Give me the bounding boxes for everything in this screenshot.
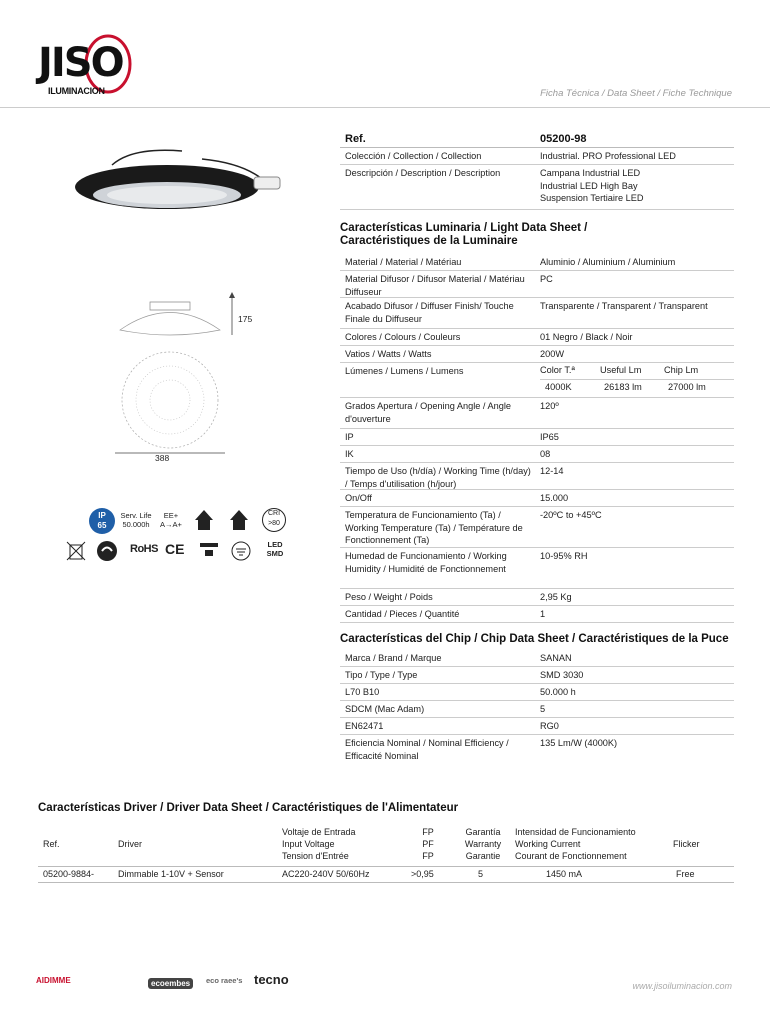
driver-cell: Dimmable 1-10V + Sensor	[118, 869, 224, 879]
light-row	[340, 548, 734, 589]
light-key: Humedad de Funcionamiento / Working Humidity / Humidité de Fonctionnement	[345, 551, 507, 574]
light-value: 15.000	[540, 493, 569, 503]
chip-value: 135 Lm/W (4000K)	[540, 738, 618, 748]
light-row	[340, 446, 734, 463]
light-key: IP	[345, 432, 354, 442]
lumens-header-cell: Useful Lm	[600, 365, 642, 375]
light-row	[340, 398, 734, 429]
ip65-badge: IP 65	[89, 508, 115, 534]
light-row	[340, 329, 734, 346]
light-key: Acabado Difusor / Diffuser Finish/ Touche Finale du Diffuseur	[345, 301, 514, 324]
info-value: Industrial. PRO Professional LED	[540, 151, 676, 161]
light-row	[340, 429, 734, 446]
light-row	[340, 363, 734, 398]
brand-logo	[36, 34, 136, 100]
chip-key: SDCM (Mac Adam)	[345, 704, 425, 714]
light-value: 01 Negro / Black / Noir	[540, 332, 633, 342]
chip-row	[340, 684, 734, 701]
chip-key: L70 B10	[345, 687, 380, 697]
header-cell: FP PF FP	[422, 827, 434, 861]
energy-class-badge: EE+ A→A+	[160, 511, 182, 529]
light-key: Material Difusor / Difusor Material / Matériau Diffuseur	[345, 274, 525, 297]
header-cell: Flicker	[673, 839, 700, 849]
cri-badge: CRI >80	[262, 508, 286, 532]
light-row	[340, 463, 734, 490]
light-value: 12-14	[540, 466, 564, 476]
tecno-logo: tecno	[254, 972, 289, 987]
rohs-mark: RoHS	[130, 543, 158, 555]
chip-row	[340, 701, 734, 718]
light-key: Cantidad / Pieces / Quantité	[345, 609, 460, 619]
lumens-values	[540, 382, 734, 394]
chip-key: Eficiencia Nominal / Nominal Efficiency / Efficacité Nominal	[345, 738, 509, 761]
light-value: Aluminio / Aluminium / Aluminium	[540, 257, 676, 267]
height-dimension: 175	[238, 314, 253, 324]
product-photo	[72, 135, 292, 225]
chip-value: SMD 3030	[540, 670, 584, 680]
brand-name: JISO	[38, 40, 123, 86]
ecoembes-logo: ecoembes	[148, 978, 193, 989]
chip-value: SANAN	[540, 653, 572, 663]
light-row	[340, 589, 734, 606]
page-title: Ficha Técnica / Data Sheet / Fiche Technique	[540, 88, 732, 99]
class-i-icon	[230, 540, 252, 562]
light-value: IP65	[540, 432, 559, 442]
indoor-use-icon	[193, 508, 215, 532]
light-key: Tiempo de Uso (h/día) / Working Time (h/day) / Temps d'utilisation (h/jour)	[345, 466, 531, 489]
aidimme-logo: AIDIMME	[36, 976, 71, 985]
ecoraees-logo: eco raee's	[206, 976, 243, 985]
header-divider	[0, 107, 770, 108]
lumens-value-cell: 26183 lm	[604, 382, 642, 392]
light-row	[340, 346, 734, 363]
light-key: Temperatura de Funcionamiento (Ta) / Working Temperature (Ta) / Température de Fonctionnement (Ta)	[345, 510, 523, 545]
light-key: On/Off	[345, 493, 372, 503]
driver-table-row	[38, 866, 734, 883]
driver-cell: Free	[676, 869, 695, 879]
recycle-icon	[96, 540, 118, 562]
ref-row	[340, 130, 734, 148]
chip-key: Tipo / Type / Type	[345, 670, 418, 680]
lumens-value-cell: 4000K	[545, 382, 572, 392]
service-life-badge: Serv. Life 50.000h	[120, 511, 152, 529]
header-cell: Voltaje de Entrada Input Voltage Tension d'Entrée	[282, 827, 356, 861]
light-key: Grados Apertura / Opening Angle / Angle d'ouverture	[345, 401, 511, 424]
driver-cell: 1450 mA	[546, 869, 583, 879]
light-value: -20ºC to +45ºC	[540, 510, 602, 520]
weee-bin-icon	[65, 540, 87, 562]
chip-row	[340, 718, 734, 735]
driver-table-header	[38, 824, 734, 867]
header-cell: Garantía Warranty Garantie	[464, 827, 502, 861]
light-value: 1	[540, 609, 546, 619]
chip-section-title: Características del Chip / Chip Data Sheet / Caractéristiques de la Puce	[340, 633, 729, 645]
light-key: Lúmenes / Lumens / Lumens	[345, 366, 464, 376]
light-value: PC	[540, 274, 553, 284]
info-key: Colección / Collection / Collection	[345, 151, 482, 161]
light-key: Material / Material / Matériau	[345, 257, 462, 267]
header-cell: Intensidad de Funcionamiento Working Current Courant de Fonctionnement	[515, 827, 636, 861]
info-row	[340, 148, 734, 165]
chip-row	[340, 667, 734, 684]
ref-value: 05200-98	[540, 133, 587, 145]
chip-key: Marca / Brand / Marque	[345, 653, 442, 663]
driver-cell: 5	[478, 869, 484, 879]
lumens-value-cell: 27000 lm	[668, 382, 706, 392]
info-row	[340, 165, 734, 210]
chip-value: 5	[540, 704, 546, 714]
chip-row	[340, 650, 734, 667]
light-value: 10-95% RH	[540, 551, 588, 561]
light-value: 200W	[540, 349, 565, 359]
indoor-use-icon	[228, 508, 250, 532]
header-cell: Driver	[118, 839, 142, 849]
chip-value: RG0	[540, 721, 559, 731]
light-value: 120º	[540, 401, 559, 411]
light-row	[340, 254, 734, 271]
driver-cell: >0,95	[411, 869, 434, 879]
driver-section-title: Características Driver / Driver Data Sheet / Caractéristiques de l'Alimentateur	[38, 802, 459, 814]
lumens-header-cell: Color T.ª	[540, 365, 575, 375]
light-key: IK	[345, 449, 354, 459]
driver-cell: AC220-240V 50/60Hz	[282, 869, 370, 879]
led-smd-badge: LED SMD	[266, 540, 284, 558]
lumens-header	[540, 365, 734, 380]
info-value: Campana Industrial LED Industrial LED High Bay Suspension Tertiaire LED	[540, 168, 644, 203]
light-value: 08	[540, 449, 551, 459]
info-key: Descripción / Description / Description	[345, 168, 501, 178]
light-value: Transparente / Transparent / Transparent	[540, 301, 708, 311]
ref-label: Ref.	[345, 133, 366, 145]
light-key: Peso / Weight / Poids	[345, 592, 433, 602]
brand-subtitle: ILUMINACION	[48, 86, 105, 96]
light-row	[340, 507, 734, 548]
light-section-title: Características Luminaria / Light Data Sheet / Caractéristiques de la Luminaire	[340, 222, 588, 247]
light-row	[340, 298, 734, 329]
header-cell: Ref.	[43, 839, 60, 849]
light-value: 2,95 Kg	[540, 592, 572, 602]
light-key: Vatios / Watts / Watts	[345, 349, 432, 359]
light-row	[340, 271, 734, 298]
ceiling-mount-icon	[198, 540, 220, 562]
driver-cell: 05200-9884-	[43, 869, 95, 879]
diameter-dimension: 388	[155, 453, 170, 463]
chip-value: 50.000 h	[540, 687, 576, 697]
light-key: Colores / Colours / Couleurs	[345, 332, 461, 342]
light-row	[340, 490, 734, 507]
chip-row	[340, 735, 734, 765]
lumens-header-cell: Chip Lm	[664, 365, 699, 375]
chip-key: EN62471	[345, 721, 384, 731]
ce-mark: CE	[165, 541, 185, 557]
website-link[interactable]: www.jisoiluminacion.com	[632, 981, 732, 991]
light-row	[340, 606, 734, 623]
